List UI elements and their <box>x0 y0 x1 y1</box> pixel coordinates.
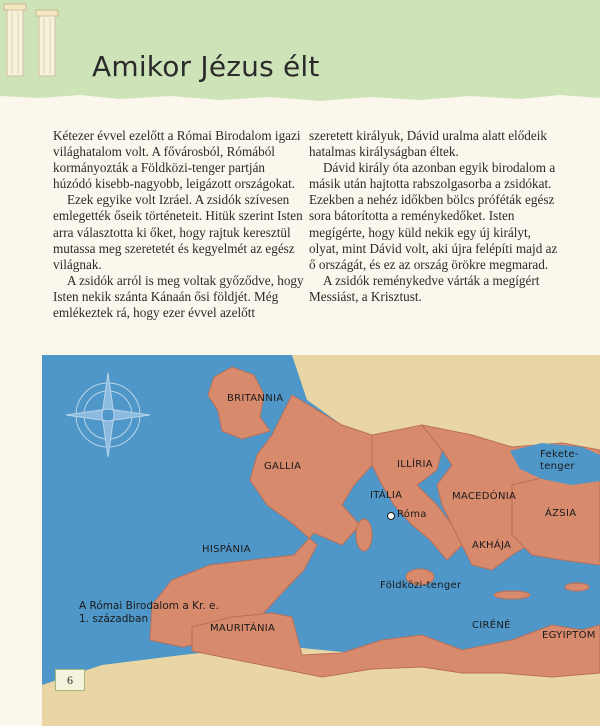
page-number: 6 <box>55 669 85 691</box>
map-label-gallia: GALLIA <box>264 461 302 472</box>
compass-rose-icon <box>66 373 150 457</box>
paragraph: Ezek egyike volt Izráel. A zsidók szívesen emlegették őseik történeteit. Hitük szerint Isten arra választotta ki őket, hogy rajtuk keresztül mutassa meg szeretetét és kegyelmét az egész világnak. <box>53 192 303 272</box>
map-label-roma: Róma <box>397 509 427 520</box>
map-label-azsia: ÁZSIA <box>545 508 577 519</box>
empire-asia <box>512 473 600 565</box>
paragraph: szeretett királyuk, Dávid uralma alatt elődeik hatalmas királyságban éltek. <box>309 128 548 160</box>
island-cyprus <box>565 583 589 591</box>
paragraph: Dávid király óta azonban egyik birodalom a másik után hajtotta rabszolgasorba a zsidókat. Ezekben a nehéz időkben bölcs próféták egész sora bátorította a reménykedőket. Isten megígérte, hogy küld nekik egy új királyt, olyat, mint Dávid volt, aki újra felépíti majd az ő országát, és ez az ország örökre megmarad. <box>309 160 558 272</box>
island-crete <box>494 591 530 599</box>
map-legend: A Római Birodalom a Kr. e. 1. században <box>79 600 219 625</box>
map-label-mauritania: MAURITÁNIA <box>210 623 276 634</box>
map-label-hispania: HISPÁNIA <box>202 544 251 555</box>
map-label-illiria: ILLÍRIA <box>397 459 433 470</box>
map-label-egyiptom: EGYIPTOM <box>542 630 596 641</box>
map-label-cirene: CIRÉNÉ <box>472 620 511 631</box>
text-column-right <box>309 128 561 305</box>
paragraph: A zsidók arról is meg voltak győződve, hogy Isten nekik szánta Kánaán ősi földjét. Még emlékeztek rá, hogy ezer évvel azelőtt <box>53 272 304 321</box>
text-column-left <box>53 128 305 321</box>
map-label-britannia: BRITANNIA <box>227 393 284 404</box>
map-label-fekete-tenger: Fekete-tenger <box>540 449 579 472</box>
paragraph: Kétezer évvel ezelőtt a Római Birodalom igazi világhatalom volt. A fővárosból, Rómából kormányozták a Földközi-tenger partján húzódó kisebb-nagyobb, leigázott országokat. <box>53 128 301 192</box>
roman-empire-map <box>42 355 600 726</box>
map-label-italia: ITÁLIA <box>370 490 403 501</box>
column-icon <box>0 0 70 80</box>
map-label-macedonia: MACEDÓNIA <box>452 491 517 502</box>
page-title: Amikor Jézus élt <box>92 50 320 83</box>
rome-marker-icon <box>387 512 395 520</box>
island-sardinia <box>356 519 372 551</box>
map-shapes <box>42 355 600 726</box>
paragraph: A zsidók reménykedve várták a megígért Messiást, a Krisztust. <box>309 272 540 304</box>
map-label-foldkozi-tenger: Földközi-tenger <box>380 580 462 591</box>
map-label-akhaja: AKHÁJA <box>472 540 512 551</box>
